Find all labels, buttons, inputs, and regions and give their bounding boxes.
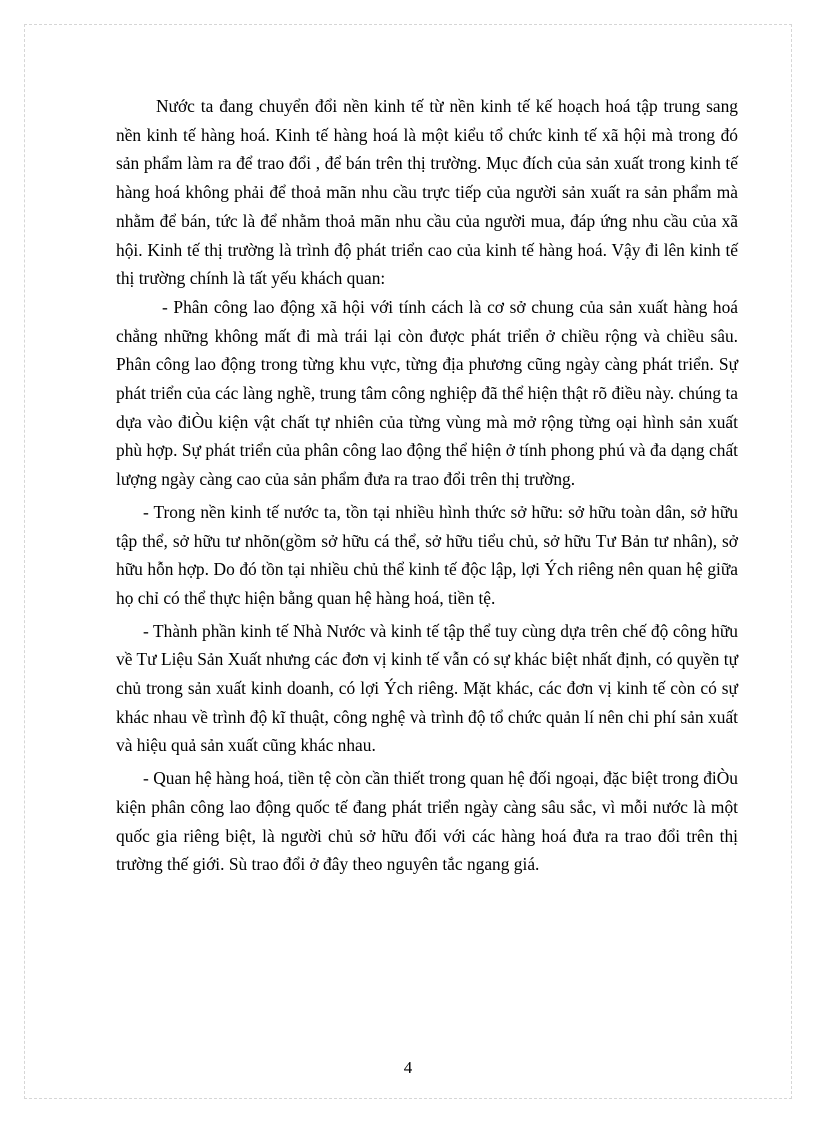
page-number: 4 [403,1058,413,1077]
document-body [116,92,738,879]
paragraph-division-of-labor: - Phân công lao động xã hội với tính cách là cơ sở chung của sản xuất hàng hoá chẳng những không mất đi mà trái lại còn được phát triển ở chiều rộng và chiều sâu. Phân công lao động trong từng khu vực, từng địa phương cũng ngày càng phát triển. Sự phát triển của các làng nghề, trung tâm công nghiệp đã thể hiện thật rõ điều này. chúng ta dựa vào điÒu kiện vật chất tự nhiên của từng vùng mà mở rộng từng oại hình sản xuất phù hợp. Sự phát triển của phân công lao động thể hiện ở tính phong phú và đa dạng chất lượng ngày càng cao của sản phẩm đưa ra trao đổi trên thị trường. [116,296,738,490]
paragraph-foreign-relations: - Quan hệ hàng hoá, tiền tệ còn cần thiết trong quan hệ đối ngoại, đặc biệt trong điÒu kiện phân công lao động quốc tế đang phát triển ngày càng sâu sắc, vì mỗi nước là một quốc gia riêng biệt, là người chủ sở hữu đối với các hàng hoá đưa ra trao đổi trên thị trường thế giới. Sù trao đổi ở đây theo nguyên tắc ngang giá. [116,768,738,875]
paragraph-state-sector: - Thành phần kinh tế Nhà Nước và kinh tế tập thể tuy cùng dựa trên chế độ công hữu về Tư Liệu Sản Xuất nhưng các đơn vị kinh tế vẫn có sự khác biệt nhất định, có quyền tự chủ trong sản xuất kinh doanh, có lợi Ých riêng. Mặt khác, các đơn vị kinh tế còn có sự khác nhau về trình độ kĩ thuật, công nghệ và trình độ tổ chức quản lí nên chi phí sản xuất và hiệu quả sản xuất cũng khác nhau. [116,620,738,756]
paragraph-ownership-forms: - Trong nền kinh tế nước ta, tồn tại nhiều hình thức sở hữu: sở hữu toàn dân, sở hữu tập thể, sở hữu tư nhõn(gồm sở hữu cá thể, sở hữu tiểu chủ, sở hữu Tư Bản tư nhân), sở hữu hỗn hợp. Do đó tồn tại nhiều chủ thể kinh tế độc lập, lợi Ých riêng nên quan hệ giữa họ chỉ có thể thực hiện bằng quan hệ hàng hoá, tiền tệ. [116,501,738,608]
paragraph-intro: Nước ta đang chuyển đổi nền kinh tế từ nền kinh tế kế hoạch hoá tập trung sang nền kinh tế hàng hoá. Kinh tế hàng hoá là một kiểu tổ chức kinh tế xã hội mà trong đó sản phẩm làm ra để trao đổi , để bán trên thị trường. Mục đích của sản xuất trong kinh tế hàng hoá không phải để thoả mãn nhu cầu trực tiếp của người sản xuất ra sản phẩm mà nhằm để bán, tức là để nhằm thoả mãn nhu cầu của người mua, đáp ứng nhu cầu của xã hội. Kinh tế thị trường là trình độ phát triển cao của kinh tế hàng hoá. Vậy đi lên kinh tế thị trường chính là tất yếu khách quan: [116,96,738,289]
